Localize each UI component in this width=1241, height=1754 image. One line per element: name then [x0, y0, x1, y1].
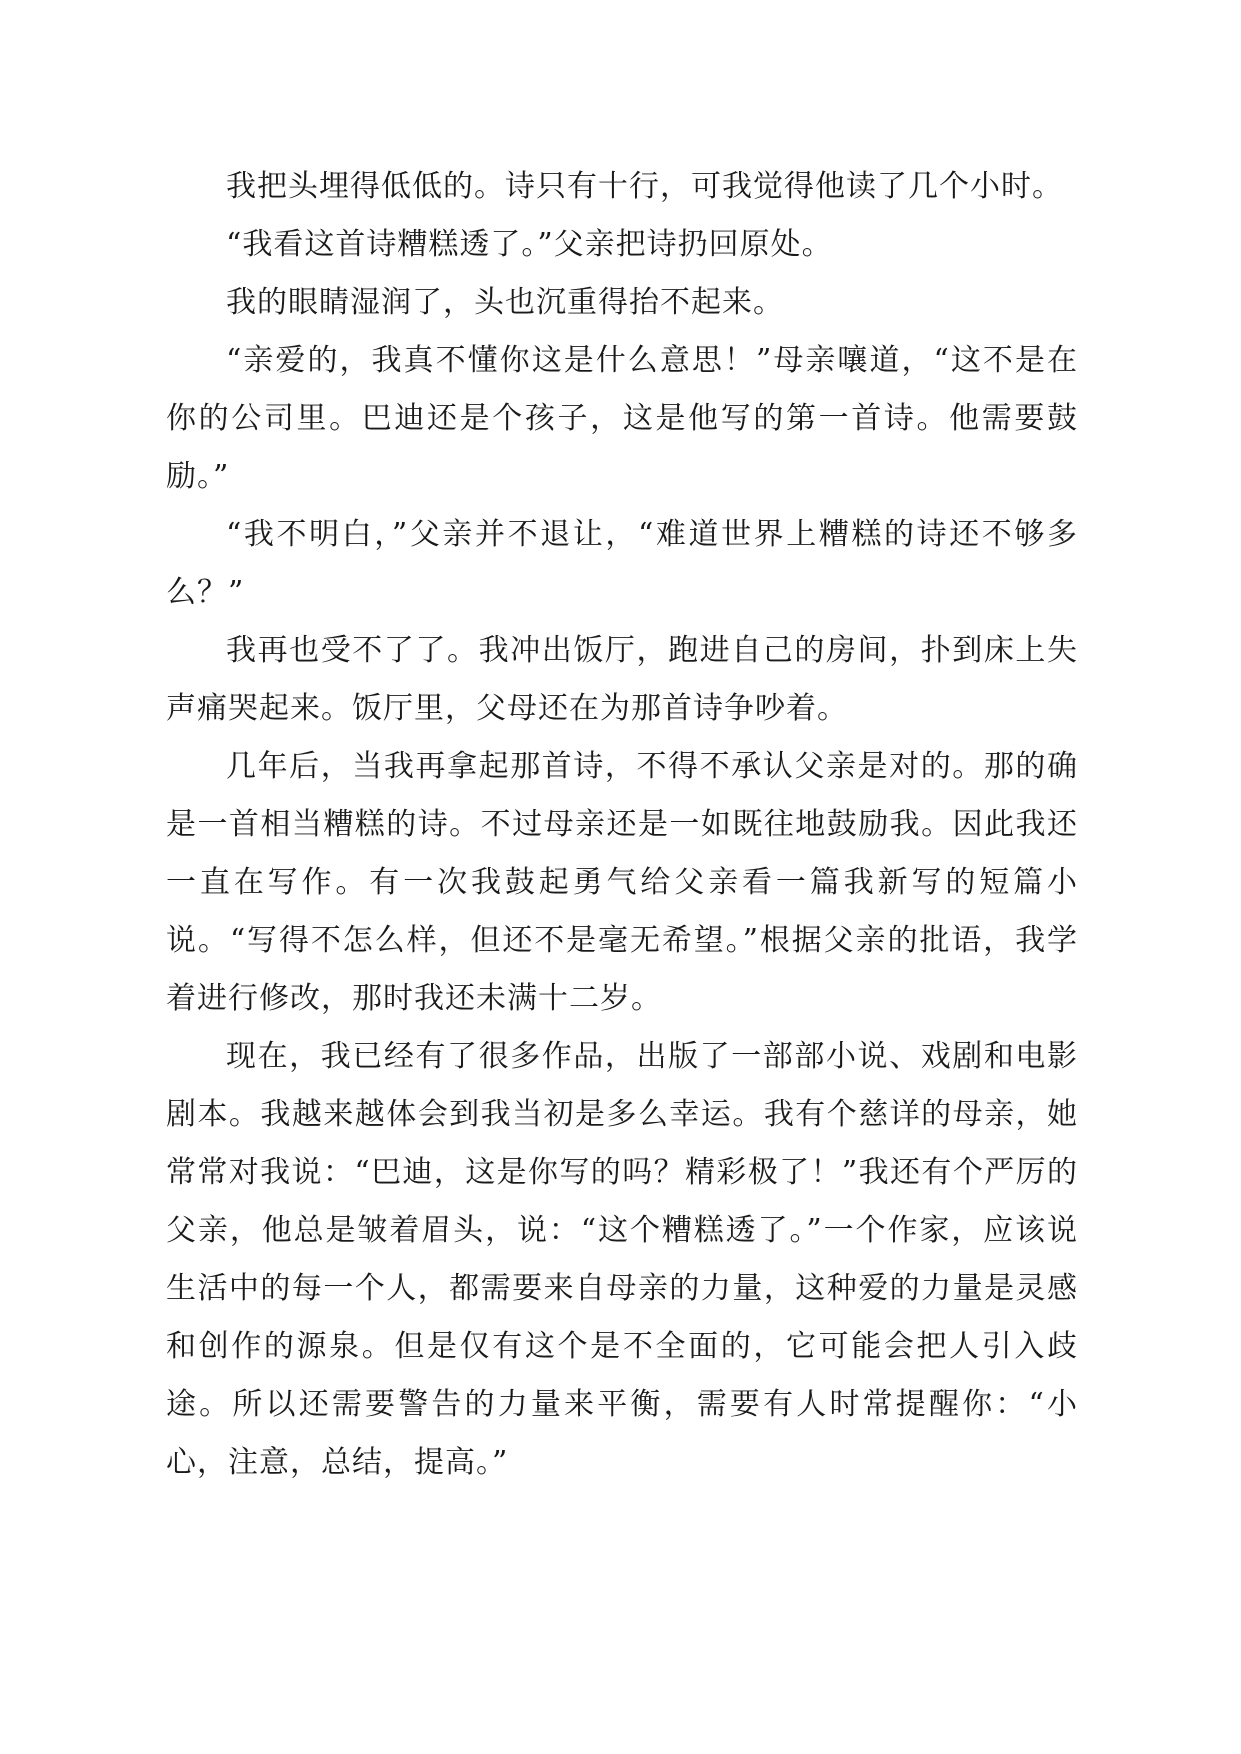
- paragraph-1: 我把头埋得低低的。诗只有十行，可我觉得他读了几个小时。: [226, 169, 1063, 204]
- paragraph-6: 我再也受不了了。我冲出饭厅，跑进自己的房间，扑到床上失声痛哭起来。饭厅里，父母还在为那首诗争吵着。: [166, 633, 1078, 726]
- paragraph-8: 现在，我已经有了很多作品，出版了一部部小说、戏剧和电影剧本。我越来越体会到我当初是多么幸运。我有个慈详的母亲，她常常对我说：“巴迪，这是你写的吗？精彩极了！”我还有个严厉的父亲，他总是皱着眉头，说：“这个糟糕透了。”一个作家，应该说生活中的每一个人，都需要来自母亲的力量，这种爱的力量是灵感和创作的源泉。但是仅有这个是不全面的，它可能会把人引入歧途。所以还需要警告的力量来平衡，需要有人时常提醒你：“小心，注意，总结，提高。”: [166, 1039, 1078, 1480]
- paragraph-3: 我的眼睛湿润了，头也沉重得抬不起来。: [226, 285, 784, 320]
- paragraph-7: 几年后，当我再拿起那首诗，不得不承认父亲是对的。那的确是一首相当糟糕的诗。不过母亲还是一如既往地鼓励我。因此我还一直在写作。有一次我鼓起勇气给父亲看一篇我新写的短篇小说。“写得不怎么样，但还不是毫无希望。”根据父亲的批语，我学着进行修改，那时我还未满十二岁。: [166, 749, 1078, 1016]
- paragraph-5: “我不明白，”父亲并不退让，“难道世界上糟糕的诗还不够多么？”: [166, 517, 1078, 610]
- paragraph-4: “亲爱的，我真不懂你这是什么意思！”母亲嚷道，“这不是在你的公司里。巴迪还是个孩子，这是他写的第一首诗。他需要鼓励。”: [166, 343, 1078, 494]
- document-body: [166, 158, 1078, 1492]
- paragraph-2: “我看这首诗糟糕透了。”父亲把诗扔回原处。: [226, 227, 833, 262]
